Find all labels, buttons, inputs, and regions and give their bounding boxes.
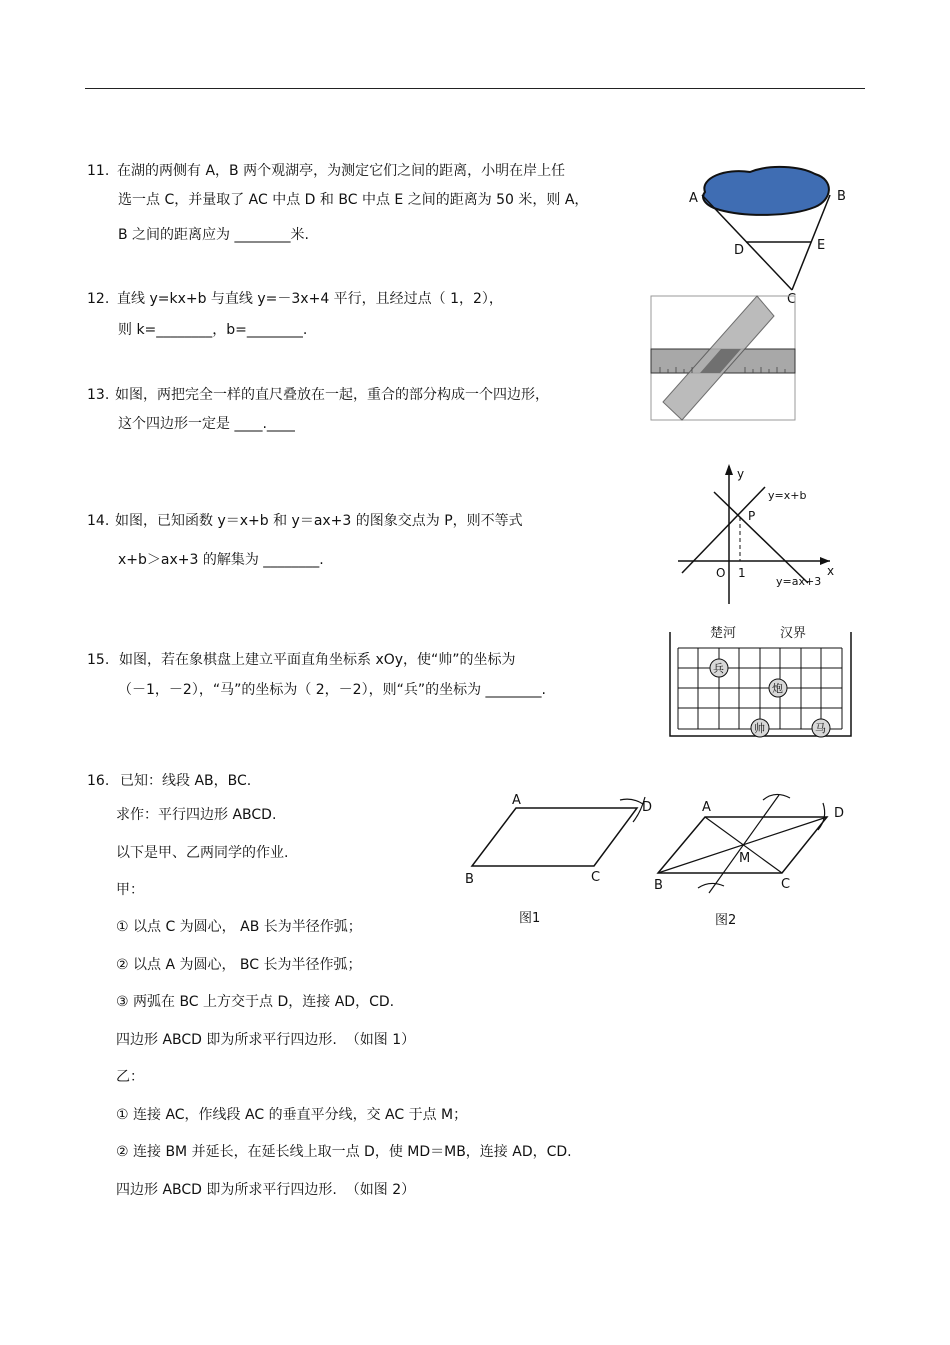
q14-label-line2: y=ax+3 <box>776 575 822 588</box>
fig2-label-a: A <box>702 800 711 815</box>
piece-shuai <box>751 719 769 737</box>
fig2-label-m: M <box>739 851 751 866</box>
arc-1a <box>620 799 643 804</box>
fig2-label-c: C <box>781 877 791 892</box>
q14-line1: 如图，已知函数 y＝x+b 和 y＝ax+3 的图象交点为 P，则不等式 <box>115 513 523 529</box>
q11-label-b: B <box>837 189 846 204</box>
q14-label-y: y <box>737 467 745 481</box>
fig1-label-a: A <box>512 793 521 808</box>
q16-jia-result: 四边形 ABCD 即为所求平行四边形. （如图 1） <box>116 1032 416 1048</box>
q16-jia-step2: ② 以点 A 为圆心， BC 长为半径作弧； <box>116 957 362 973</box>
q15-label-han: 汉界 <box>780 626 807 641</box>
q11-number: 11. <box>87 163 110 179</box>
q16-jia-step1: ① 以点 C 为圆心， AB 长为半径作弧； <box>116 919 362 935</box>
piece-pao <box>769 679 787 697</box>
arc-2b <box>698 883 724 888</box>
lake-shape <box>703 167 829 215</box>
q11-line3: B 之间的距离应为 ________米. <box>118 227 309 243</box>
q16-yi-step2: ② 连接 BM 并延长，在延长线上取一点 D，使 MD＝MB，连接 AD，CD. <box>116 1144 572 1160</box>
fig1-caption: 图1 <box>519 911 541 926</box>
q16-yi-result: 四边形 ABCD 即为所求平行四边形. （如图 2） <box>116 1182 416 1198</box>
q14-line2: x+b＞ax+3 的解集为 ________. <box>118 552 324 568</box>
fig2-caption: 图2 <box>715 913 737 928</box>
q16-yi-step1: ① 连接 AC，作线段 AC 的垂直平分线，交 AC 于点 M； <box>116 1107 468 1123</box>
svg-text:炮: 炮 <box>772 682 783 695</box>
q12-line1: 直线 y=kx+b 与直线 y=－3x+4 平行，且经过点（ 1，2）， <box>117 291 503 307</box>
q16-jia-step3: ③ 两弧在 BC 上方交于点 D，连接 AD，CD. <box>116 994 395 1010</box>
perpendicular-bisector <box>709 795 779 893</box>
q16-figure2 <box>654 794 844 928</box>
q16-intro: 以下是甲、乙两同学的作业. <box>116 845 289 861</box>
fig2-label-b: B <box>654 878 663 893</box>
svg-text:帅: 帅 <box>754 722 765 735</box>
q14-label-x: x <box>827 564 835 578</box>
q15-line2: （－1，－2），“马”的坐标为（ 2，－2），则“兵”的坐标为 ________. <box>118 682 546 698</box>
q12-line2: 则 k=________，b=________. <box>118 322 308 338</box>
q11-figure <box>689 167 846 307</box>
q16-yi-label: 乙： <box>116 1069 144 1085</box>
q15-number: 15. <box>87 652 110 668</box>
q14-label-one: 1 <box>738 566 746 580</box>
q13-line2: 这个四边形一定是 ____.____ <box>118 416 295 432</box>
board-grid <box>678 648 842 729</box>
svg-text:马: 马 <box>815 722 826 735</box>
parallelogram-1 <box>472 808 637 866</box>
q11-label-d: D <box>734 243 745 258</box>
q14-label-o: O <box>716 566 726 580</box>
q16-jia-label: 甲： <box>116 882 144 898</box>
fig2-label-d: D <box>834 806 845 821</box>
q14-figure <box>678 464 834 604</box>
fig1-label-b: B <box>465 872 474 887</box>
q15-figure <box>670 625 851 737</box>
piece-ma <box>812 719 830 737</box>
q15-label-chu: 楚河 <box>710 626 737 641</box>
q13-number: 13. <box>87 387 110 403</box>
q16-given: 已知：线段 AB，BC. <box>120 773 252 789</box>
q12-number: 12. <box>87 291 110 307</box>
y-arrow <box>725 464 733 475</box>
q11-label-c: C <box>787 292 797 307</box>
fig1-label-c: C <box>591 870 601 885</box>
q16-figure1 <box>465 793 652 926</box>
q15-line1: 如图，若在象棋盘上建立平面直角坐标系 xOy，使“帅”的坐标为 <box>119 652 516 668</box>
q11-line2: 选一点 C，并量取了 AC 中点 D 和 BC 中点 E 之间的距离为 50 米，则 A， <box>118 192 589 208</box>
q16-construct: 求作：平行四边形 ABCD. <box>116 807 277 823</box>
q14-number: 14. <box>87 513 110 529</box>
q13-figure <box>651 296 795 420</box>
q11-line1: 在湖的两侧有 A，B 两个观湖亭，为测定它们之间的距离，小明在岸上任 <box>117 163 566 179</box>
q14-label-p: P <box>748 509 756 523</box>
piece-bing <box>710 659 728 677</box>
line-y-ax-3 <box>714 492 808 583</box>
q14-label-line1: y=x+b <box>768 489 807 502</box>
q13-line1: 如图，两把完全一样的直尺叠放在一起，重合的部分构成一个四边形， <box>115 387 549 403</box>
q11-label-a: A <box>689 191 698 206</box>
fig1-label-d: D <box>642 800 653 815</box>
q16-number: 16. <box>87 773 110 789</box>
q11-label-e: E <box>817 238 826 253</box>
svg-text:兵: 兵 <box>713 662 724 675</box>
